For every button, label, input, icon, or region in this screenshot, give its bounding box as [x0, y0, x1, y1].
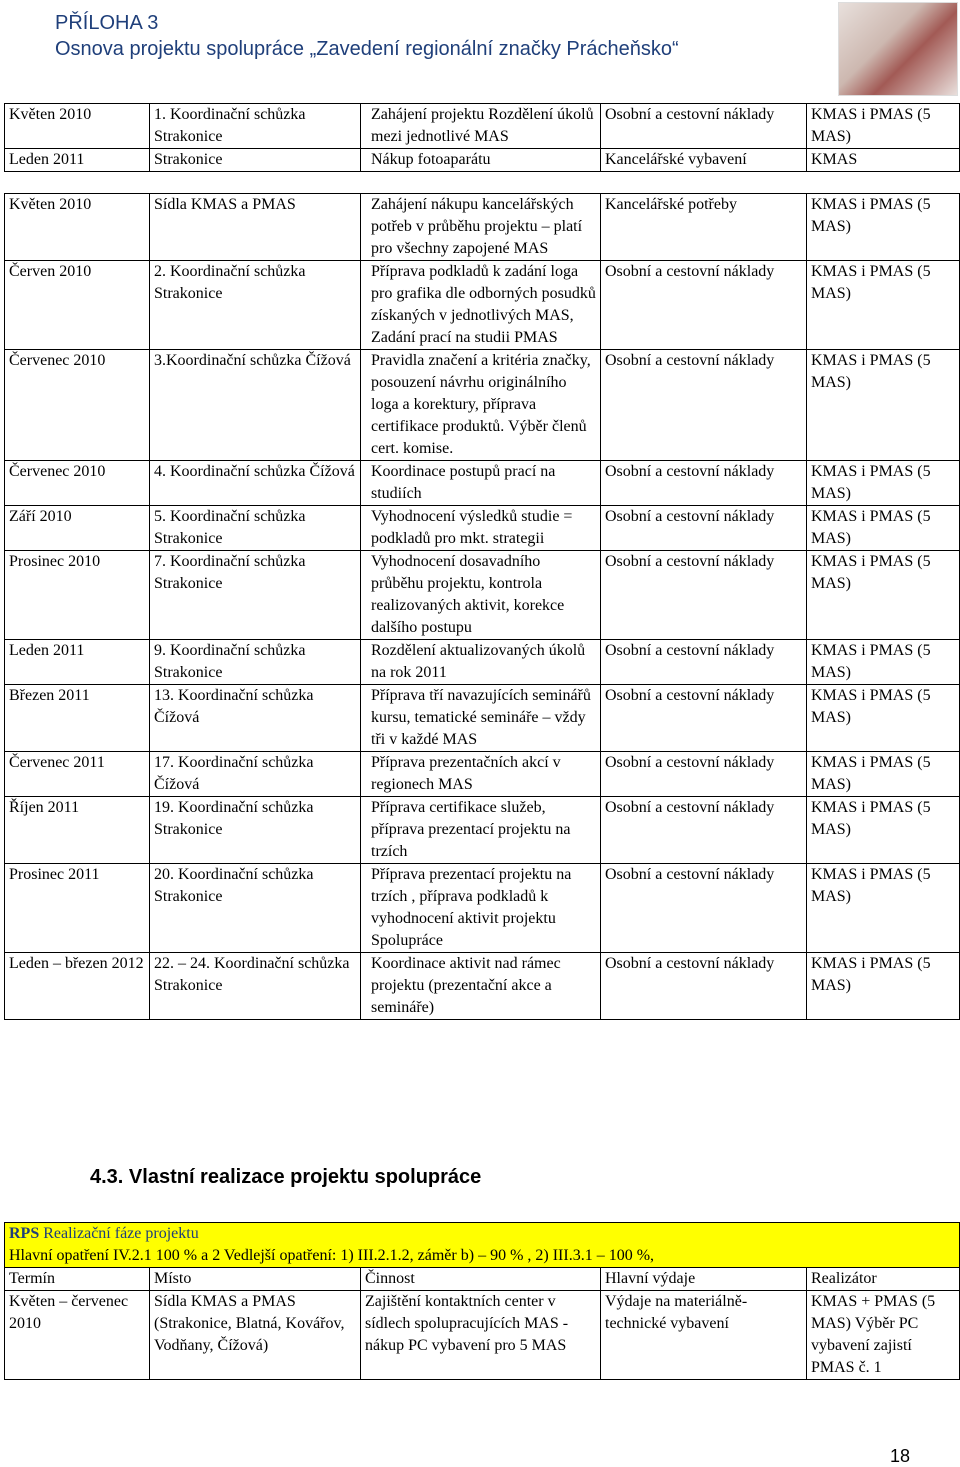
cell-date: Červenec 2011 — [5, 752, 150, 797]
cell-costs: Osobní a cestovní náklady — [601, 551, 807, 640]
cell-place: 17. Koordinační schůzka Čížová — [150, 752, 361, 797]
cell-activity: Nákup fotoaparátu — [361, 149, 601, 172]
cell-date: Červen 2010 — [5, 261, 150, 350]
rps-row-costs: Výdaje na materiálně-technické vybavení — [601, 1291, 807, 1380]
cell-place: 19. Koordinační schůzka Strakonice — [150, 797, 361, 864]
cell-date: Květen 2010 — [5, 194, 150, 261]
cell-who: KMAS i PMAS (5 MAS) — [807, 350, 960, 461]
cell-who: KMAS i PMAS (5 MAS) — [807, 752, 960, 797]
cell-activity: Příprava certifikace služeb, příprava prezentací projektu na trzích — [361, 797, 601, 864]
rps-measures: Hlavní opatření IV.2.1 100 % a 2 Vedlejší opatření: 1) III.2.1.2, záměr b) – 90 % , 2) III.3.1 – 100 %, — [9, 1247, 655, 1264]
table-row — [5, 506, 960, 551]
cell-date: Prosinec 2010 — [5, 551, 150, 640]
cell-activity: Zahájení nákupu kancelářských potřeb v průběhu projektu – platí pro všechny zapojené MAS — [361, 194, 601, 261]
table-row — [5, 350, 960, 461]
rps-row-activity: Zajištění kontaktních center v sídlech spolupracujících MAS - nákup PC vybavení pro 5 MAS — [361, 1291, 601, 1380]
section-number: 4.3. — [90, 1166, 124, 1188]
header-costs: Hlavní výdaje — [601, 1268, 807, 1291]
table-row — [5, 194, 960, 261]
cell-place: 5. Koordinační schůzka Strakonice — [150, 506, 361, 551]
cell-date: Říjen 2011 — [5, 797, 150, 864]
page-number: 18 — [890, 1446, 911, 1466]
cell-activity: Příprava prezentačních akcí v regionech MAS — [361, 752, 601, 797]
cell-who: KMAS i PMAS (5 MAS) — [807, 953, 960, 1020]
cell-date: Leden 2011 — [5, 149, 150, 172]
cell-date: Květen 2010 — [5, 104, 150, 149]
cell-costs: Osobní a cestovní náklady — [601, 506, 807, 551]
cell-activity: Rozdělení aktualizovaných úkolů na rok 2011 — [361, 640, 601, 685]
cell-place: 7. Koordinační schůzka Strakonice — [150, 551, 361, 640]
cell-date: Prosinec 2011 — [5, 864, 150, 953]
table-row — [5, 752, 960, 797]
header-place: Místo — [150, 1268, 361, 1291]
cell-who: KMAS — [807, 149, 960, 172]
cell-who: KMAS i PMAS (5 MAS) — [807, 551, 960, 640]
cell-date: Leden 2011 — [5, 640, 150, 685]
rps-row-who: KMAS + PMAS (5 MAS) Výběr PC vybavení zajistí PMAS č. 1 — [807, 1291, 960, 1380]
rps-table — [4, 1222, 960, 1380]
cell-activity: Příprava prezentací projektu na trzích , příprava podkladů k vyhodnocení aktivit projektu Spolupráce — [361, 864, 601, 953]
table-row — [5, 261, 960, 350]
cell-who: KMAS i PMAS (5 MAS) — [807, 797, 960, 864]
cell-costs: Osobní a cestovní náklady — [601, 685, 807, 752]
cell-date: Leden – březen 2012 — [5, 953, 150, 1020]
cell-costs: Kancelářské vybavení — [601, 149, 807, 172]
cell-place: 20. Koordinační schůzka Strakonice — [150, 864, 361, 953]
cell-activity: Vyhodnocení výsledků studie = podkladů pro mkt. strategii — [361, 506, 601, 551]
table-row — [5, 461, 960, 506]
cell-place: 4. Koordinační schůzka Čížová — [150, 461, 361, 506]
cell-place: Strakonice — [150, 149, 361, 172]
cell-date: Září 2010 — [5, 506, 150, 551]
cell-activity: Koordinace aktivit nad rámec projektu (prezentační akce a semináře) — [361, 953, 601, 1020]
section-title: Vlastní realizace projektu spolupráce — [128, 1166, 482, 1188]
cell-who: KMAS i PMAS (5 MAS) — [807, 864, 960, 953]
table-row — [5, 104, 960, 149]
cell-who: KMAS i PMAS (5 MAS) — [807, 261, 960, 350]
table-row — [5, 149, 960, 172]
cell-activity: Zahájení projektu Rozdělení úkolů mezi jednotlivé MAS — [361, 104, 601, 149]
cell-place: 9. Koordinační schůzka Strakonice — [150, 640, 361, 685]
cell-activity: Příprava podkladů k zadání loga pro grafika dle odborných posudků získaných v jednotlivých MAS, Zadání prací na studii PMAS — [361, 261, 601, 350]
cell-place: 2. Koordinační schůzka Strakonice — [150, 261, 361, 350]
cell-who: KMAS i PMAS (5 MAS) — [807, 506, 960, 551]
table-row — [5, 864, 960, 953]
cell-costs: Osobní a cestovní náklady — [601, 640, 807, 685]
top-schedule-table — [4, 103, 960, 172]
header-date: Termín — [5, 1268, 150, 1291]
cell-who: KMAS i PMAS (5 MAS) — [807, 640, 960, 685]
cell-place: 1. Koordinační schůzka Strakonice — [150, 104, 361, 149]
cell-costs: Osobní a cestovní náklady — [601, 953, 807, 1020]
appendix-label: PŘÍLOHA 3 — [55, 12, 159, 34]
project-outline-title: Osnova projektu spolupráce „Zavedení regionální značky Prácheňsko“ — [55, 38, 679, 60]
cell-who: KMAS i PMAS (5 MAS) — [807, 685, 960, 752]
cell-date: Červenec 2010 — [5, 350, 150, 461]
rps-title: Realizační fáze projektu — [39, 1225, 199, 1242]
table-row — [5, 685, 960, 752]
document-title — [55, 10, 679, 62]
region-logo-image — [838, 2, 958, 96]
header-activity: Činnost — [361, 1268, 601, 1291]
header-who: Realizátor — [807, 1268, 960, 1291]
cell-costs: Osobní a cestovní náklady — [601, 350, 807, 461]
cell-who: KMAS i PMAS (5 MAS) — [807, 461, 960, 506]
cell-costs: Osobní a cestovní náklady — [601, 797, 807, 864]
cell-activity: Koordinace postupů prací na studiích — [361, 461, 601, 506]
table-row — [5, 640, 960, 685]
table-row — [5, 551, 960, 640]
cell-activity: Příprava tří navazujících seminářů kursu, tematické semináře – vždy tři v každé MAS — [361, 685, 601, 752]
cell-activity: Vyhodnocení dosavadního průběhu projektu, kontrola realizovaných aktivit, korekce dalšího postupu — [361, 551, 601, 640]
cell-who: KMAS i PMAS (5 MAS) — [807, 104, 960, 149]
section-heading — [90, 1164, 481, 1190]
rps-row-date: Květen – červenec 2010 — [5, 1291, 150, 1380]
cell-date: Březen 2011 — [5, 685, 150, 752]
cell-costs: Osobní a cestovní náklady — [601, 752, 807, 797]
cell-place: 13. Koordinační schůzka Čížová — [150, 685, 361, 752]
cell-place: 22. – 24. Koordinační schůzka Strakonice — [150, 953, 361, 1020]
cell-activity: Pravidla značení a kritéria značky, posouzení návrhu originálního loga a korektury, příprava certifikace produktů. Výběr členů cert. komise. — [361, 350, 601, 461]
cell-date: Červenec 2010 — [5, 461, 150, 506]
table-row — [5, 797, 960, 864]
cell-place: 3.Koordinační schůzka Čížová — [150, 350, 361, 461]
cell-costs: Kancelářské potřeby — [601, 194, 807, 261]
rps-label: RPS — [9, 1225, 40, 1242]
cell-costs: Osobní a cestovní náklady — [601, 461, 807, 506]
rps-row-place: Sídla KMAS a PMAS (Strakonice, Blatná, Kovářov, Vodňany, Čížová) — [150, 1291, 361, 1380]
rps-header-cell — [5, 1223, 960, 1268]
table-row — [5, 953, 960, 1020]
cell-costs: Osobní a cestovní náklady — [601, 261, 807, 350]
cell-costs: Osobní a cestovní náklady — [601, 864, 807, 953]
cell-place: Sídla KMAS a PMAS — [150, 194, 361, 261]
schedule-table — [4, 193, 960, 1020]
cell-who: KMAS i PMAS (5 MAS) — [807, 194, 960, 261]
cell-costs: Osobní a cestovní náklady — [601, 104, 807, 149]
